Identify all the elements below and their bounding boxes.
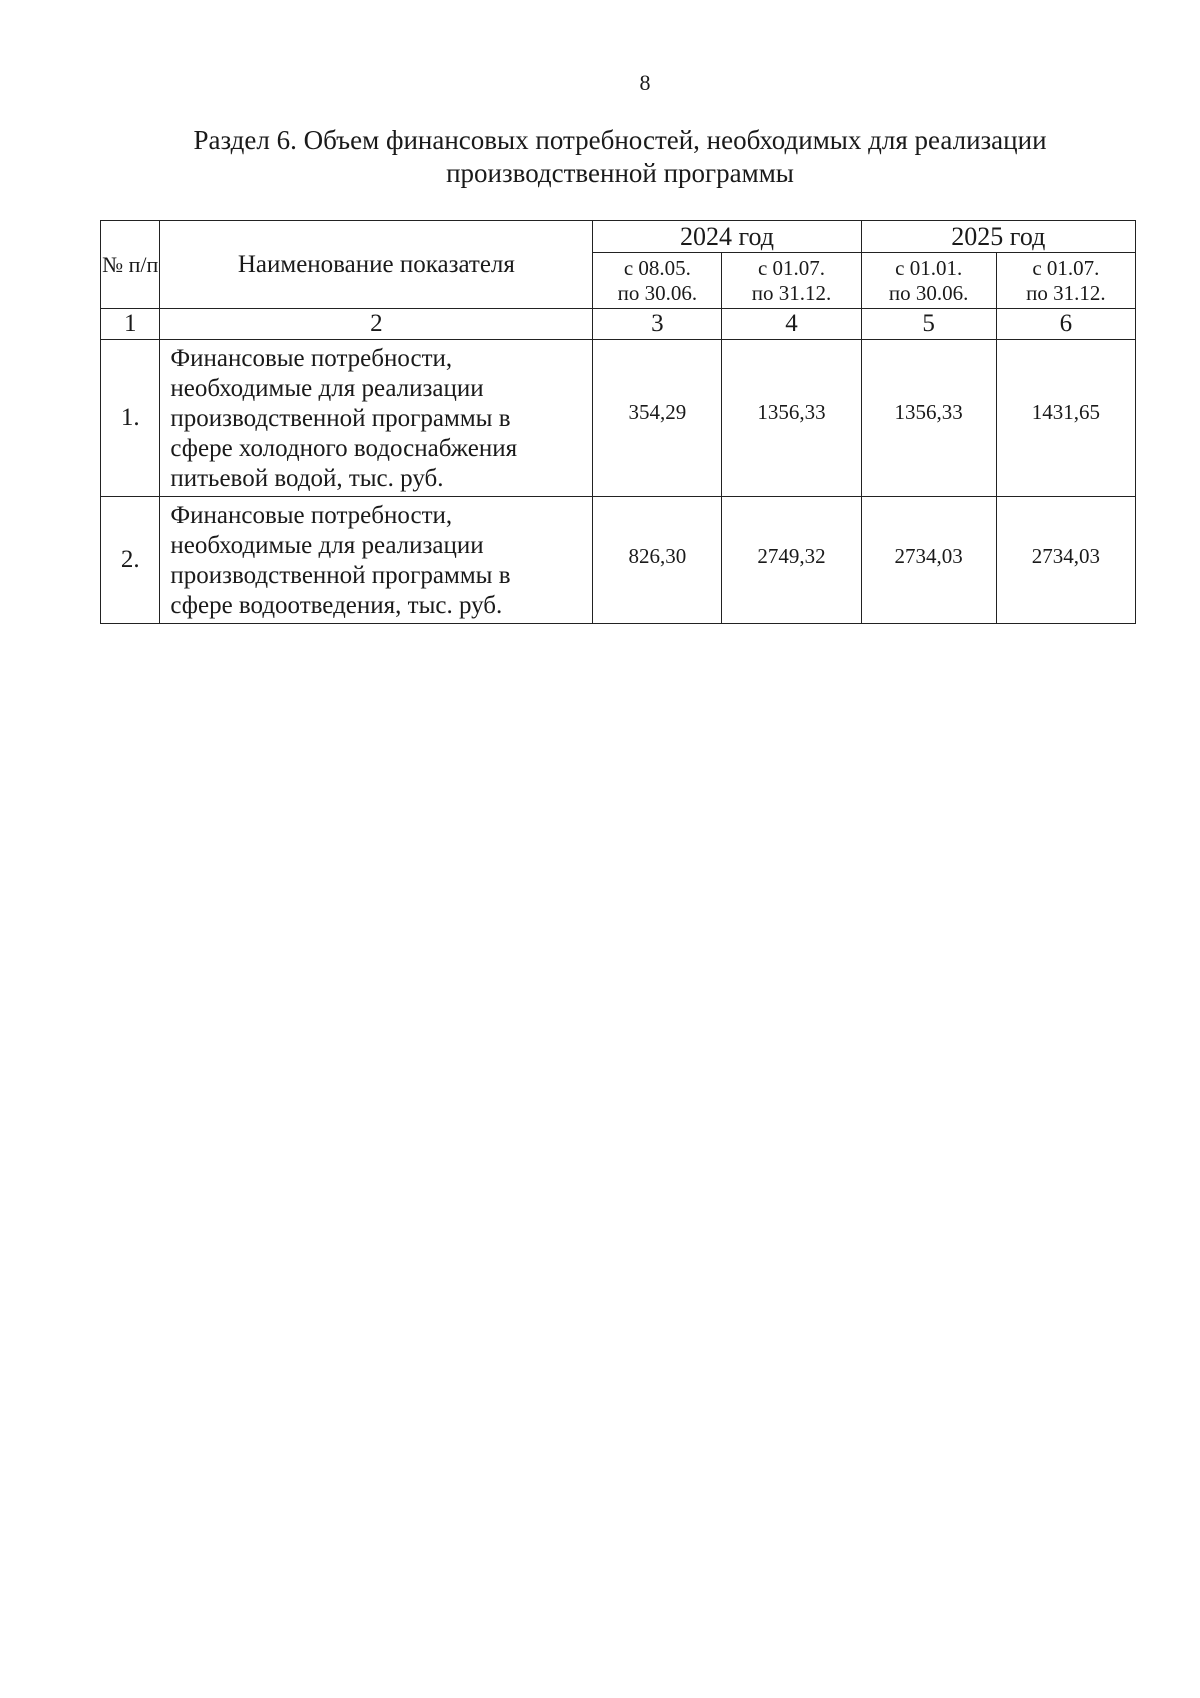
- financial-needs-table: [100, 220, 1136, 624]
- row-number: 1.: [101, 340, 160, 497]
- header-name-cell: [160, 221, 593, 309]
- value-text: 826,30: [628, 543, 687, 568]
- row-name-line: сфере водоотведения, тыс. руб.: [170, 592, 503, 619]
- column-index-row: [101, 309, 1136, 340]
- period-from: с 08.05.: [623, 255, 691, 280]
- column-index-1: 1: [101, 309, 160, 340]
- value-text: 1356,33: [757, 399, 826, 424]
- header-year-2024: 2024 год: [593, 221, 861, 253]
- column-index-6: 6: [996, 309, 1135, 340]
- period-to: по 30.06.: [888, 280, 969, 305]
- column-index-3: 3: [593, 309, 722, 340]
- value-text: 1431,65: [1031, 399, 1100, 424]
- row-name-line: производственной программы в: [170, 405, 511, 432]
- header-period-2025-2: [996, 253, 1135, 309]
- row-name-line: Финансовые потребности,: [170, 345, 453, 372]
- header-period-2025-1: [861, 253, 996, 309]
- page-number: 8: [639, 70, 651, 95]
- header-name-label: Наименование показателя: [237, 250, 515, 278]
- row-name-line: питьевой водой, тыс. руб.: [170, 465, 444, 492]
- row-value-2024-1: [593, 340, 722, 497]
- header-row-years: [101, 221, 1136, 253]
- row-value-2025-2: [996, 497, 1135, 624]
- section-title-line-1: Раздел 6. Объем финансовых потребностей, необходимых для реализации: [193, 125, 1047, 155]
- row-value-2025-1: [861, 497, 996, 624]
- row-value-2024-1: [593, 497, 722, 624]
- table-row: [101, 340, 1136, 497]
- value-text: 354,29: [628, 399, 687, 424]
- row-name-line: Финансовые потребности,: [170, 502, 453, 529]
- row-value-2025-2: [996, 340, 1135, 497]
- header-num-cell: [101, 221, 160, 309]
- row-value-2025-1: [861, 340, 996, 497]
- table-row: [101, 497, 1136, 624]
- row-number: 2.: [101, 497, 160, 624]
- header-num-label: № п/п: [102, 252, 159, 277]
- period-to: по 31.12.: [751, 280, 832, 305]
- row-name-line: необходимые для реализации: [170, 532, 484, 559]
- row-name-line: сфере холодного водоснабжения: [170, 435, 518, 462]
- column-index-5: 5: [861, 309, 996, 340]
- row-indicator-name: [160, 340, 593, 497]
- column-index-2: 2: [160, 309, 593, 340]
- row-name-line: необходимые для реализации: [170, 375, 484, 402]
- header-period-2024-2: [722, 253, 861, 309]
- header-year-2025: 2025 год: [861, 221, 1135, 253]
- row-value-2024-2: [722, 497, 861, 624]
- row-name-line: производственной программы в: [170, 562, 511, 589]
- period-to: по 30.06.: [617, 280, 698, 305]
- period-from: с 01.07.: [757, 255, 826, 280]
- row-value-2024-2: [722, 340, 861, 497]
- period-from: с 01.01.: [895, 255, 963, 280]
- value-text: 1356,33: [894, 399, 963, 424]
- value-text: 2734,03: [1031, 543, 1100, 568]
- column-index-4: 4: [722, 309, 861, 340]
- section-title-line-2: производственной программы: [446, 158, 794, 188]
- value-text: 2749,32: [757, 543, 826, 568]
- section-title: [150, 124, 1090, 190]
- header-period-2024-1: [593, 253, 722, 309]
- row-indicator-name: [160, 497, 593, 624]
- value-text: 2734,03: [894, 543, 963, 568]
- period-to: по 31.12.: [1026, 280, 1106, 305]
- period-from: с 01.07.: [1032, 255, 1100, 280]
